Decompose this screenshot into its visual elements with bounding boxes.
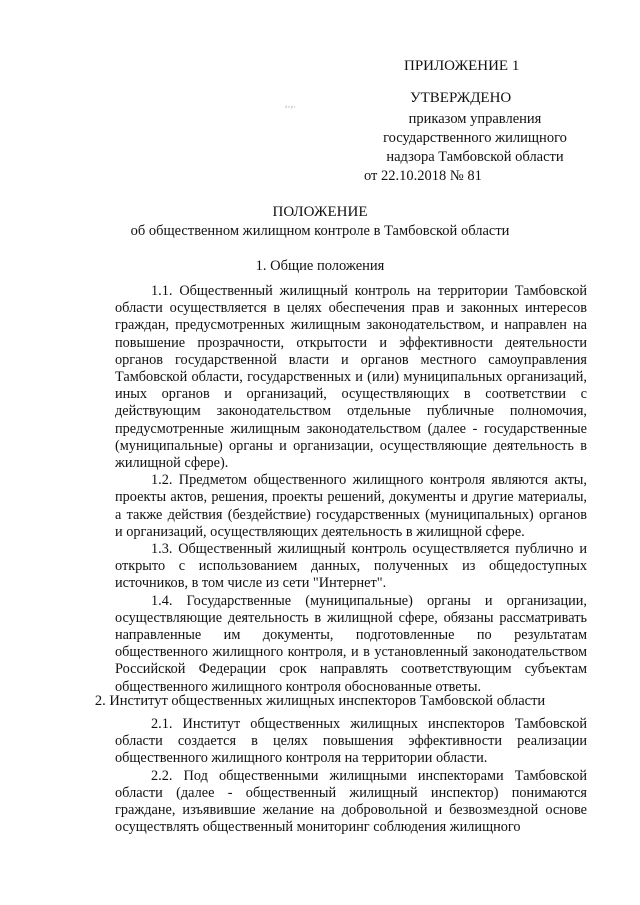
section-heading: 1. Общие положения [255, 258, 385, 274]
order-line: государственного жилищного [383, 130, 567, 146]
paragraph: 1.1. Общественный жилищный контроль на территории Тамбовской области осуществляется в целях обеспечения прав и законных интересов граждан, предусмотренных жилищным законодательством, и направлен на повышение прозрачности, открытости и эффективности деятельности органов государственной власти и органов местного самоуправления Тамбовской области, государственных и (или) муниципальных организаций, иных органов и организаций, осуществляющих в соответствии с действующим законодательством отдельные публичные полномочия, предусмотренные жилищным законодательством (далее - государственные (муниципальные) органы и организации, осуществляющие деятельность в жилищной сфере). [115, 283, 587, 472]
approval-order-block [350, 110, 600, 186]
order-line: приказом управления [408, 111, 542, 127]
appendix-label: ПРИЛОЖЕНИЕ 1 [404, 58, 520, 74]
document-title: ПОЛОЖЕНИЕ [272, 204, 368, 220]
paragraph: 1.3. Общественный жилищный контроль осуществляется публично и открыто с использованием данных, полученных из общедоступных источников, в том числе из сети "Интернет". [115, 541, 587, 592]
approved-label: УТВЕРЖДЕНО [410, 90, 512, 106]
order-line: надзора Тамбовской области [386, 149, 564, 165]
paragraph: 2.2. Под общественными жилищными инспекторами Тамбовской области (далее - общественный жилищный инспектор) понимаются граждане, изъявившие желание на добровольной и безвозмездной основе осуществлять общественный мониторинг соблюдения жилищного [115, 767, 587, 836]
paragraph: 1.2. Предметом общественного жилищного контроля являются акты, проекты актов, решения, проекты решений, документы и другие материалы, а также действия (бездействие) государственных (муниципальных) органов и организаций, осуществляющих деятельность в жилищной сфере. [115, 472, 587, 540]
paragraph: 2.1. Институт общественных жилищных инспекторов Тамбовской области создается в целях повышения эффективности реализации общественного жилищного контроля на территории области. [115, 716, 587, 767]
paragraph: 1.4. Государственные (муниципальные) органы и организации, осуществляющие деятельность в жилищной сфере, обязаны рассматривать направленные им документы, подготовленные по результатам общественного жилищного контроля, и в установленный законодательством Российской Федерации срок направлять соответствующим субъектам общественного жилищного контроля обоснованные ответы. [115, 592, 587, 695]
order-date-number: от 22.10.2018 № 81 [364, 168, 482, 184]
document-subtitle: об общественном жилищном контроле в Тамбовской области [130, 223, 510, 239]
section-body [115, 716, 587, 836]
section-body [115, 283, 587, 696]
section-heading: 2. Институт общественных жилищных инспекторов Тамбовской области [94, 693, 546, 709]
faint-stamp: ᵈᵉᵖᵗ [285, 104, 297, 112]
